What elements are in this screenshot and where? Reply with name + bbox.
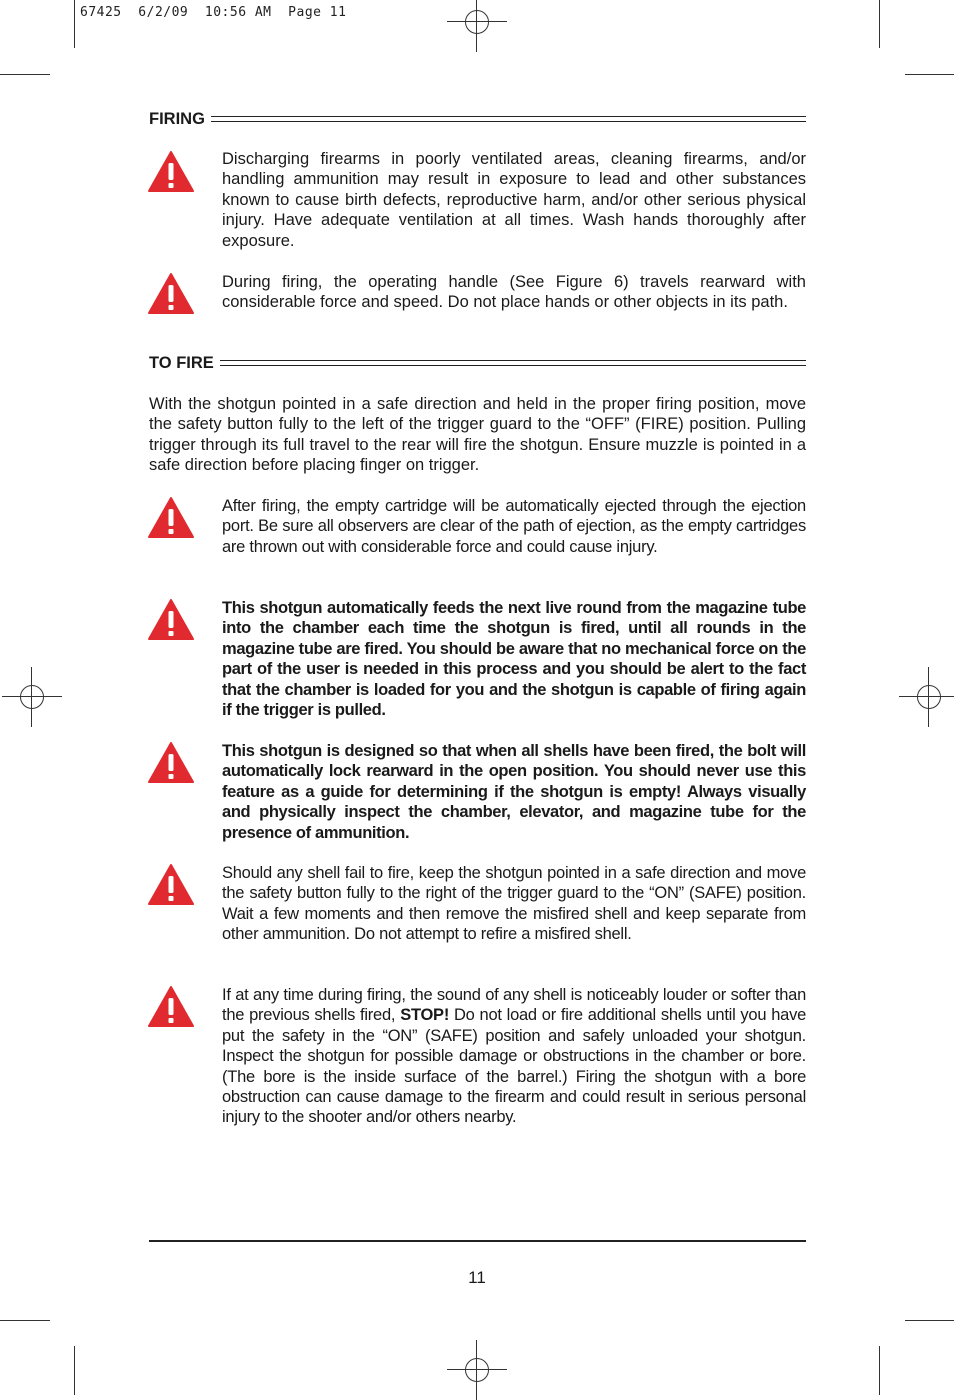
- warning-text-after-stop: Do not load or fire additional shells until you have put the safety in the “ON” (SAFE) position and safely unloaded your shotgun. Inspect the shotgun for possible damage or obstructions in the chamber or bore. (The bore is the inside surface of the barrel.) Firing the shotgun with a bore obstruction can cause damage to the firearm and could result in serious personal injury to the shooter and/or others nearby.: [222, 1006, 806, 1127]
- crop-mark: [74, 1346, 75, 1395]
- warning-text-lead-exposure: Discharging firearms in poorly ventilated areas, cleaning firearms, and/or handling ammunition may result in exposure to lead and other substances known to cause birth defects, reproductive harm, and/or other serious physical injury. Have adequate ventilation at all times. Wash hands thoroughly after exposure.: [222, 150, 806, 250]
- warning-text-ejection: After firing, the empty cartridge will be automatically ejected through the ejection port. Be sure all observers are clear of the path of ejection, as the empty cartridges are thrown out with considerable force and could cause injury.: [222, 497, 806, 556]
- registration-mark-right: [909, 677, 949, 717]
- warning-text-bore-obstruction: [222, 985, 806, 1128]
- crop-mark: [74, 0, 75, 48]
- footer-rule: [149, 1240, 806, 1242]
- to-fire-section-heading: [149, 353, 806, 373]
- crop-mark: [905, 74, 954, 75]
- page-number: 11: [468, 1268, 486, 1287]
- crop-mark: [879, 1346, 880, 1395]
- heading-double-rule: [211, 116, 806, 122]
- crop-mark: [879, 0, 880, 48]
- crop-mark: [0, 74, 50, 75]
- registration-mark-bottom: [457, 1350, 497, 1390]
- heading-double-rule: [220, 360, 806, 366]
- warning-triangle-icon: [148, 598, 194, 640]
- warning-text-bolt-lock: This shotgun is designed so that when all shells have been fired, the bolt will automatically lock rearward in the open position. You should never use this feature as a guide for determining if the shotgun is empty! Always visually and physically inspect the chamber, elevator, and magazine tube for the presence of ammunition.: [222, 742, 806, 842]
- warning-text-before-stop: If at any time during firing, the sound of any shell is noticeably louder or softer than the previous shells fired,: [222, 986, 806, 1025]
- warning-triangle-icon: [148, 272, 194, 314]
- warning-triangle-icon: [148, 150, 194, 192]
- to-fire-intro-text: With the shotgun pointed in a safe direction and held in the proper firing position, move the safety button fully to the left of the trigger guard to the “OFF” (FIRE) position. Pulling trigger through its full travel to the rear will fire the shotgun. Ensure muzzle is pointed in a safe direction before placing finger on trigger.: [149, 395, 806, 475]
- to-fire-heading-label: TO FIRE: [149, 353, 214, 372]
- registration-mark-left: [12, 677, 52, 717]
- crop-mark: [905, 1320, 954, 1321]
- firing-section-heading: [149, 109, 806, 129]
- print-slug: 67425 6/2/09 10:56 AM Page 11: [80, 5, 347, 20]
- warning-triangle-icon: [148, 985, 194, 1027]
- warning-triangle-icon: [148, 496, 194, 538]
- warning-text-misfire: Should any shell fail to fire, keep the shotgun pointed in a safe direction and move the safety button fully to the right of the trigger guard to the “ON” (SAFE) position. Wait a few moments and then remove the misfired shell and keep separate from other ammunition. Do not attempt to refire a misfired shell.: [222, 864, 806, 944]
- crop-mark: [0, 1320, 50, 1321]
- stop-emphasis: STOP!: [400, 1006, 450, 1025]
- warning-triangle-icon: [148, 741, 194, 783]
- warning-text-operating-handle: During firing, the operating handle (See Figure 6) travels rearward with considerable force and speed. Do not place hands or other objects in its path.: [222, 273, 806, 312]
- warning-text-auto-feed: This shotgun automatically feeds the next live round from the magazine tube into the chamber each time the shotgun is fired, until all rounds in the magazine tube are fired. You should be aware that no mechanical force on the part of the user is needed in this process and you should be alert to the fact that the chamber is loaded for you and the shotgun is capable of firing again if the trigger is pulled.: [222, 599, 806, 720]
- warning-triangle-icon: [148, 863, 194, 905]
- firing-heading-label: FIRING: [149, 109, 205, 128]
- registration-mark-top: [457, 2, 497, 42]
